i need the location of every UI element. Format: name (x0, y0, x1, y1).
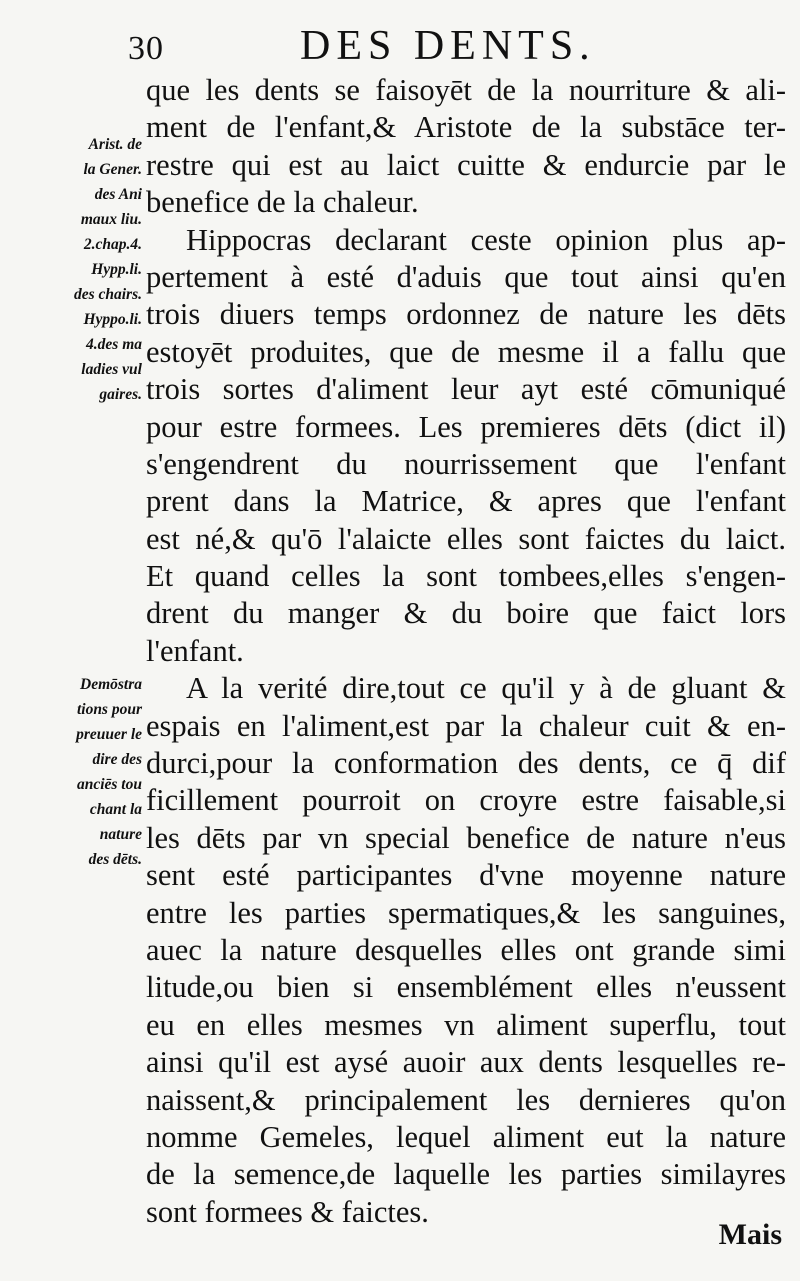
margin-note-line: ladies vul (81, 361, 142, 378)
text-line: ficillement pourroit on croyre estre faisable,si (146, 783, 786, 818)
body-text (146, 72, 786, 1231)
text-line: espais en l'aliment,est par la chaleur cuit & en- (146, 708, 786, 743)
page-number: 30 (128, 30, 164, 67)
text-line: durci,pour la conformation des dents, ce q̄ dif (146, 746, 786, 781)
text-line: eu en elles mesmes vn aliment superflu, tout (146, 1007, 786, 1042)
margin-note-line: nature (99, 826, 142, 843)
margin-note-aristotle (30, 132, 142, 407)
margin-note-line: anciēs tou (76, 776, 142, 793)
text-line: que les dents se faisoyēt de la nourriture & ali- (146, 73, 786, 107)
margin-note-demonstrations (30, 672, 142, 872)
text-line: pour estre formees. Les premieres dēts (dict il) (146, 409, 786, 444)
text-line: les dēts par vn special benefice de nature n'eus (146, 820, 786, 855)
text-line: Et quand celles la sont tombees,elles s'engen- (146, 559, 786, 594)
text-line: benefice de la chaleur. (146, 185, 419, 220)
text-line: A la verité dire,tout ce qu'il y à de gluant & (186, 671, 786, 706)
margin-note-line: gaires. (99, 386, 142, 403)
text-line: drent du manger & du boire que faict lors (146, 596, 786, 631)
margin-note-line: des chairs. (73, 286, 142, 303)
text-line: prent dans la Matrice, & apres que l'enfant (146, 484, 786, 519)
text-line: sent esté participantes d'vne moyenne nature (146, 858, 786, 893)
text-line: de la semence,de laquelle les parties similayres (146, 1157, 786, 1192)
text-line: Hippocras declarant ceste opinion plus ap- (186, 222, 786, 257)
text-line: entre les parties spermatiques,& les sanguines, (146, 895, 786, 930)
text-line: restre qui est au laict cuitte & endurcie par le (146, 147, 786, 182)
margin-note-line: maux liu. (80, 211, 142, 228)
text-line: trois diuers temps ordonnez de nature les dēts (146, 297, 786, 332)
margin-note-line: 4.des ma (86, 336, 142, 353)
margin-note-line: Hypp.li. (91, 261, 142, 278)
margin-note-line: tions pour (76, 701, 142, 718)
text-line: ment de l'enfant,& Aristote de la substāce ter- (146, 110, 786, 145)
text-line: naissent,& principalement les dernieres qu'on (146, 1082, 786, 1117)
margin-note-line: des Ani (94, 186, 142, 203)
margin-note-line: 2.chap.4. (83, 236, 142, 253)
margin-note-line: Demōstra (80, 676, 142, 693)
text-line: s'engendrent du nourrissement que l'enfant (146, 446, 786, 481)
catchword: Mais (718, 1218, 782, 1251)
text-line: sont formees & faictes. (146, 1194, 429, 1229)
text-line: est né,& qu'ō l'alaicte elles sont faictes du laict. (146, 521, 786, 556)
text-line: l'enfant. (146, 633, 244, 668)
margin-note-line: chant la (89, 801, 142, 818)
margin-note-line: dire des (92, 751, 142, 768)
text-line: ainsi qu'il est aysé auoir aux dents lesquelles re- (146, 1045, 786, 1080)
text-line: litude,ou bien si ensemblément elles n'eussent (146, 970, 786, 1005)
text-line: estoyēt produites, que de mesme il a fallu que (146, 334, 786, 369)
text-line: auec la nature desquelles elles ont grande simi (146, 932, 786, 967)
running-head: DES DENTS. (300, 23, 596, 69)
margin-note-line: des dēts. (88, 851, 142, 868)
text-line: nomme Gemeles, lequel aliment eut la nature (146, 1119, 786, 1154)
margin-note-line: preuuer le (76, 726, 142, 743)
text-line: pertement à esté d'aduis que tout ainsi qu'en (146, 259, 786, 294)
margin-note-line: Arist. de (88, 136, 142, 153)
margin-note-line: la Gener. (83, 161, 142, 178)
text-line: trois sortes d'aliment leur ayt esté cōmuniqué (146, 372, 786, 407)
margin-note-line: Hyppo.li. (83, 311, 142, 328)
